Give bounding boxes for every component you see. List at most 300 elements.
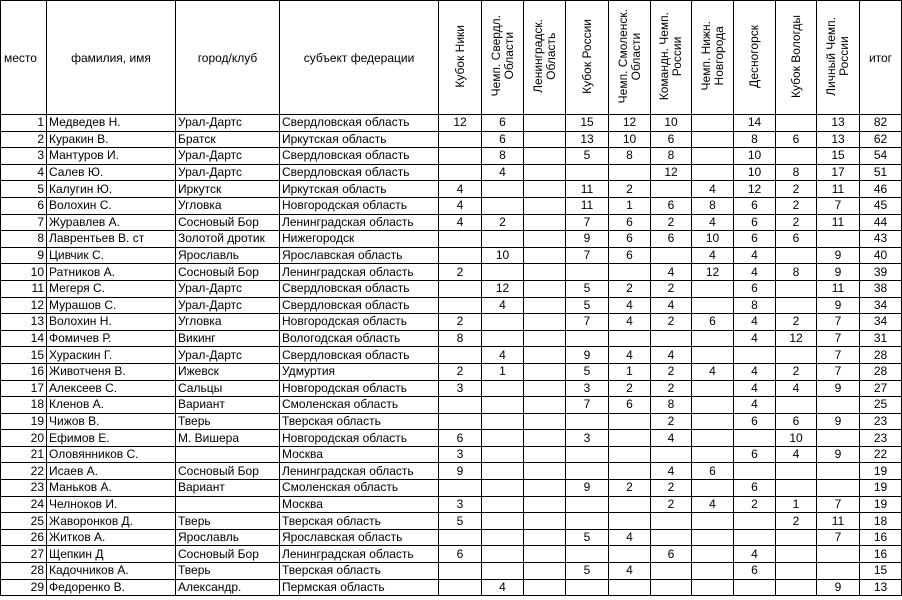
score-cell: 6 [776,231,817,248]
city-cell: Тверь [176,513,280,530]
score-cell [566,413,609,430]
score-cell: 6 [609,397,651,414]
score-cell [817,563,860,580]
score-cell: 15 [566,115,609,132]
score-cell: 11 [817,513,860,530]
region-cell: Вологодская область [280,330,439,347]
place-cell: 27 [1,546,47,563]
score-cell: 12 [776,330,817,347]
score-cell: 9 [566,231,609,248]
header-event-label: Кубок России [579,18,594,94]
score-cell: 11 [817,280,860,297]
table-row [1,380,902,397]
score-cell [566,579,609,596]
score-cell: 7 [817,347,860,364]
score-cell [524,529,566,546]
city-cell: Сосновый Бор [176,214,280,231]
score-cell [482,563,524,580]
score-cell [651,579,692,596]
score-cell [482,529,524,546]
score-cell: 4 [776,446,817,463]
name-cell: Куракин В. [47,131,176,148]
table-row [1,131,902,148]
score-cell: 8 [482,148,524,165]
score-cell [524,297,566,314]
score-cell [651,446,692,463]
table-row [1,297,902,314]
score-cell: 7 [817,314,860,331]
header-event-label: Чемп. Нижн. Новгорода [698,21,726,91]
place-cell: 29 [1,579,47,596]
table-body [1,115,902,596]
score-cell: 4 [651,430,692,447]
score-cell: 13 [566,131,609,148]
score-cell: 8 [734,131,776,148]
region-cell: Новгородская область [280,314,439,331]
score-cell [776,247,817,264]
name-cell: Исаев А. [47,463,176,480]
name-cell: Федоренко В. [47,579,176,596]
header-event-label: Чемп. Свердл. Области [488,15,516,97]
score-cell [776,397,817,414]
score-cell: 5 [566,563,609,580]
score-cell: 14 [734,115,776,132]
table-row [1,148,902,165]
total-cell: 28 [860,363,902,380]
region-cell: Смоленская область [280,397,439,414]
header-event [651,1,692,115]
city-cell: Урал-Дартс [176,148,280,165]
score-cell [524,280,566,297]
score-cell: 8 [651,397,692,414]
score-cell [566,164,609,181]
score-cell: 12 [651,164,692,181]
score-cell [692,280,734,297]
score-cell: 11 [566,181,609,198]
place-cell: 14 [1,330,47,347]
total-cell: 54 [860,148,902,165]
score-cell [524,480,566,497]
score-cell: 6 [734,446,776,463]
score-cell [482,546,524,563]
score-cell: 6 [651,546,692,563]
score-cell: 4 [734,397,776,414]
score-cell: 5 [566,280,609,297]
score-cell [692,529,734,546]
place-cell: 8 [1,231,47,248]
score-cell [609,446,651,463]
score-cell: 2 [482,214,524,231]
score-cell [482,430,524,447]
score-cell: 7 [817,197,860,214]
score-cell [439,297,482,314]
total-cell: 34 [860,297,902,314]
score-cell [776,463,817,480]
table-row [1,264,902,281]
place-cell: 24 [1,496,47,513]
score-cell: 1 [482,363,524,380]
score-cell: 4 [692,247,734,264]
region-cell: Свердловская область [280,280,439,297]
score-cell [692,430,734,447]
header-event-label: Личный Чемп. России [824,16,851,96]
score-cell: 2 [609,380,651,397]
score-cell: 9 [566,480,609,497]
score-cell [734,529,776,546]
score-cell [524,131,566,148]
total-cell: 19 [860,496,902,513]
region-cell: Смоленская область [280,480,439,497]
score-cell [609,513,651,530]
score-cell: 6 [776,413,817,430]
score-cell: 4 [734,330,776,347]
score-cell [776,148,817,165]
score-cell [524,413,566,430]
score-cell: 2 [439,363,482,380]
total-cell: 38 [860,280,902,297]
score-cell: 2 [439,314,482,331]
total-cell: 62 [860,131,902,148]
score-cell [439,280,482,297]
place-cell: 15 [1,347,47,364]
city-cell: Вариант [176,480,280,497]
header-total: итог [860,1,902,115]
city-cell: Тверь [176,563,280,580]
table-row [1,446,902,463]
score-cell [776,480,817,497]
score-cell [734,463,776,480]
score-cell: 4 [609,347,651,364]
name-cell: Маньков А. [47,480,176,497]
score-cell [692,115,734,132]
score-cell: 4 [482,297,524,314]
score-cell [482,446,524,463]
name-cell: Ефимов Е. [47,430,176,447]
score-cell [524,380,566,397]
score-cell [734,347,776,364]
score-cell [524,397,566,414]
score-cell: 6 [734,480,776,497]
score-cell: 3 [566,380,609,397]
score-cell [692,480,734,497]
score-cell: 2 [609,181,651,198]
score-cell: 6 [609,231,651,248]
score-cell: 4 [734,363,776,380]
score-cell: 4 [609,563,651,580]
score-cell: 4 [651,264,692,281]
total-cell: 31 [860,330,902,347]
score-cell [439,131,482,148]
name-cell: Мурашов С. [47,297,176,314]
score-cell: 6 [734,413,776,430]
name-cell: Волохин Н. [47,314,176,331]
score-cell: 4 [692,363,734,380]
total-cell: 16 [860,529,902,546]
score-cell: 7 [566,314,609,331]
total-cell: 23 [860,413,902,430]
score-cell [609,579,651,596]
score-cell: 7 [817,363,860,380]
region-cell: Ленинградская область [280,214,439,231]
score-cell: 7 [566,397,609,414]
score-cell [439,563,482,580]
score-cell [692,413,734,430]
score-cell [817,480,860,497]
place-cell: 19 [1,413,47,430]
place-cell: 25 [1,513,47,530]
region-cell: Иркутская область [280,181,439,198]
total-cell: 18 [860,513,902,530]
region-cell: Тверская область [280,513,439,530]
name-cell: Мегеря С. [47,280,176,297]
table-row [1,579,902,596]
score-cell: 8 [439,330,482,347]
name-cell: Волохин С. [47,197,176,214]
city-cell: Урал-Дартс [176,347,280,364]
total-cell: 19 [860,480,902,497]
region-cell: Свердловская область [280,148,439,165]
region-cell: Ленинградская область [280,463,439,480]
total-cell: 27 [860,380,902,397]
score-cell: 4 [609,529,651,546]
place-cell: 20 [1,430,47,447]
place-cell: 9 [1,247,47,264]
name-cell: Мантуров И. [47,148,176,165]
score-cell: 6 [609,214,651,231]
score-cell [651,330,692,347]
score-cell [482,197,524,214]
score-cell: 2 [776,214,817,231]
city-cell: Вариант [176,397,280,414]
score-cell [692,330,734,347]
score-cell [524,264,566,281]
score-cell: 2 [776,181,817,198]
header-event-label: Ленинградск. Область [530,19,558,93]
score-cell [524,314,566,331]
city-cell [176,446,280,463]
score-cell: 10 [734,148,776,165]
region-cell: Свердловская область [280,297,439,314]
header-city: город/клуб [176,1,280,115]
score-cell: 10 [776,430,817,447]
name-cell: Журавлев А. [47,214,176,231]
total-cell: 46 [860,181,902,198]
score-cell [524,231,566,248]
score-cell: 2 [651,480,692,497]
name-cell: Ратников А. [47,264,176,281]
place-cell: 23 [1,480,47,497]
place-cell: 28 [1,563,47,580]
score-cell [566,513,609,530]
place-cell: 2 [1,131,47,148]
score-cell: 12 [482,280,524,297]
score-cell: 15 [817,148,860,165]
score-cell: 2 [439,264,482,281]
score-cell: 6 [776,131,817,148]
score-cell: 4 [609,297,651,314]
header-event [692,1,734,115]
score-cell [692,347,734,364]
region-cell: Удмуртия [280,363,439,380]
region-cell: Москва [280,446,439,463]
score-cell [482,513,524,530]
score-cell [692,446,734,463]
score-cell [651,181,692,198]
region-cell: Свердловская область [280,164,439,181]
name-cell: Алексеев С. [47,380,176,397]
table-row [1,496,902,513]
score-cell [566,546,609,563]
score-cell [524,463,566,480]
score-cell [482,413,524,430]
score-cell [482,397,524,414]
city-cell: Иркутск [176,181,280,198]
score-cell: 9 [817,446,860,463]
region-cell: Ленинградская область [280,264,439,281]
score-cell: 7 [566,247,609,264]
table-row [1,363,902,380]
score-cell [776,297,817,314]
score-cell [524,330,566,347]
score-cell [482,496,524,513]
score-cell: 4 [651,463,692,480]
score-cell [692,164,734,181]
score-cell [692,579,734,596]
header-event-label: Чемп. Смоленск. Области [615,8,643,104]
region-cell: Пермская область [280,579,439,596]
score-cell: 7 [566,214,609,231]
score-cell: 8 [692,197,734,214]
score-cell [566,446,609,463]
score-cell: 9 [817,247,860,264]
region-cell: Новгородская область [280,380,439,397]
score-cell [524,546,566,563]
region-cell: Ярославская область [280,529,439,546]
table-row [1,247,902,264]
score-cell: 4 [482,164,524,181]
score-cell: 9 [817,297,860,314]
place-cell: 4 [1,164,47,181]
header-event-label: Кубок Ники [452,24,467,88]
table-row [1,463,902,480]
score-cell: 12 [734,181,776,198]
name-cell: Калугин Ю. [47,181,176,198]
score-cell: 4 [692,496,734,513]
score-cell: 6 [482,131,524,148]
score-cell: 6 [734,197,776,214]
total-cell: 51 [860,164,902,181]
place-cell: 18 [1,397,47,414]
total-cell: 13 [860,579,902,596]
score-cell [524,148,566,165]
table-row [1,546,902,563]
city-cell: Ярославль [176,247,280,264]
score-cell: 6 [482,115,524,132]
score-cell: 9 [439,463,482,480]
score-cell: 6 [609,247,651,264]
city-cell: Викинг [176,330,280,347]
score-cell: 4 [734,314,776,331]
score-cell: 3 [566,430,609,447]
city-cell: Ярославль [176,529,280,546]
city-cell: Сальцы [176,380,280,397]
city-cell: Братск [176,131,280,148]
score-cell [524,164,566,181]
score-cell: 12 [439,115,482,132]
score-cell: 6 [734,563,776,580]
table-row [1,529,902,546]
header-event [609,1,651,115]
score-cell [692,397,734,414]
score-cell: 4 [734,247,776,264]
score-cell [817,546,860,563]
total-cell: 82 [860,115,902,132]
score-cell: 4 [734,546,776,563]
score-cell: 7 [817,330,860,347]
header-row [1,1,902,115]
score-cell: 10 [692,231,734,248]
score-cell [692,546,734,563]
score-cell: 4 [482,579,524,596]
region-cell: Новгородская область [280,197,439,214]
score-cell [566,264,609,281]
score-cell: 9 [817,579,860,596]
score-cell [692,563,734,580]
place-cell: 6 [1,197,47,214]
score-cell [439,148,482,165]
score-cell [566,496,609,513]
score-cell [439,347,482,364]
score-cell: 6 [439,546,482,563]
score-cell: 9 [817,413,860,430]
score-cell: 4 [609,314,651,331]
name-cell: Чижов В. [47,413,176,430]
score-cell [776,529,817,546]
score-cell: 10 [482,247,524,264]
total-cell: 19 [860,463,902,480]
name-cell: Фомичев Р. [47,330,176,347]
place-cell: 13 [1,314,47,331]
city-cell: Сосновый Бор [176,463,280,480]
score-cell: 4 [734,264,776,281]
score-cell: 4 [439,181,482,198]
score-cell: 5 [566,148,609,165]
score-cell [609,330,651,347]
score-cell [524,430,566,447]
score-cell: 8 [776,164,817,181]
total-cell: 34 [860,314,902,331]
score-cell: 2 [651,363,692,380]
score-cell: 13 [817,131,860,148]
score-cell [609,164,651,181]
header-event-label: Десногорск [747,24,761,88]
name-cell: Хураскин Г. [47,347,176,364]
score-cell: 2 [734,496,776,513]
total-cell: 15 [860,563,902,580]
total-cell: 23 [860,430,902,447]
score-cell: 10 [609,131,651,148]
score-cell: 6 [734,231,776,248]
total-cell: 44 [860,214,902,231]
table-row [1,314,902,331]
total-cell: 39 [860,264,902,281]
score-cell: 6 [651,131,692,148]
score-cell: 2 [776,363,817,380]
table-row [1,280,902,297]
score-cell [439,579,482,596]
score-cell [734,430,776,447]
table-row [1,413,902,430]
